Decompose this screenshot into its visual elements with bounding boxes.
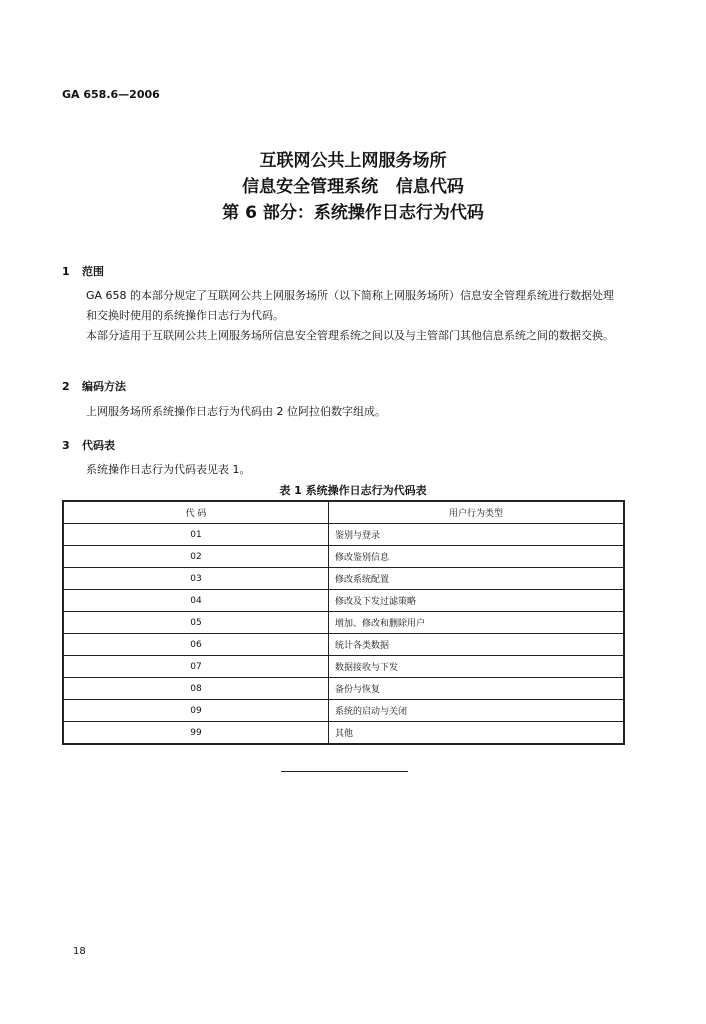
section-number: 1 bbox=[62, 265, 70, 278]
behavior-cell: 修改及下发过滤策略 bbox=[329, 590, 625, 612]
title-line-1: 互联网公共上网服务场所 bbox=[259, 151, 447, 171]
code-cell: 99 bbox=[63, 722, 329, 745]
section-number: 3 bbox=[62, 439, 70, 452]
code-cell: 04 bbox=[63, 590, 329, 612]
section-title: 代码表 bbox=[82, 439, 115, 452]
table-row bbox=[63, 678, 624, 700]
section-1-body bbox=[62, 286, 624, 346]
section-title: 编码方法 bbox=[82, 380, 126, 393]
standard-code: GA 658.6—2006 bbox=[62, 88, 160, 101]
behavior-cell: 数据接收与下发 bbox=[329, 656, 625, 678]
table-caption: 表 1 系统操作日志行为代码表 bbox=[279, 484, 427, 497]
table-row bbox=[63, 524, 624, 546]
table-row bbox=[63, 546, 624, 568]
header-code: 代 码 bbox=[63, 501, 329, 524]
table-row bbox=[63, 590, 624, 612]
section-3-heading bbox=[62, 437, 115, 453]
table-row bbox=[63, 700, 624, 722]
document-title bbox=[0, 148, 706, 226]
behavior-cell: 增加、修改和删除用户 bbox=[329, 612, 625, 634]
behavior-cell: 修改系统配置 bbox=[329, 568, 625, 590]
code-cell: 01 bbox=[63, 524, 329, 546]
title-line-3: 第 6 部分：系统操作日志行为代码 bbox=[222, 203, 484, 223]
code-cell: 05 bbox=[63, 612, 329, 634]
paragraph: 本部分适用于互联网公共上网服务场所信息安全管理系统之间以及与主管部门其他信息系统之间的数据交换。 bbox=[86, 329, 614, 342]
table-row bbox=[63, 722, 624, 745]
table-row bbox=[63, 568, 624, 590]
paragraph: 上网服务场所系统操作日志行为代码由 2 位阿拉伯数字组成。 bbox=[86, 405, 386, 418]
paragraph: GA 658 的本部分规定了互联网公共上网服务场所（以下简称上网服务场所）信息安全管理系统进行数据处理和交换时使用的系统操作日志行为代码。 bbox=[86, 289, 615, 322]
header-behavior-type: 用户行为类型 bbox=[329, 501, 625, 524]
code-cell: 03 bbox=[63, 568, 329, 590]
end-of-document-rule bbox=[281, 771, 408, 772]
behavior-cell: 系统的启动与关闭 bbox=[329, 700, 625, 722]
code-cell: 08 bbox=[63, 678, 329, 700]
table-header-row bbox=[63, 501, 624, 524]
behavior-cell: 备份与恢复 bbox=[329, 678, 625, 700]
section-title: 范围 bbox=[82, 265, 104, 278]
behavior-cell: 鉴别与登录 bbox=[329, 524, 625, 546]
section-number: 2 bbox=[62, 380, 70, 393]
paragraph: 系统操作日志行为代码表见表 1。 bbox=[86, 463, 251, 476]
behavior-cell: 修改鉴别信息 bbox=[329, 546, 625, 568]
section-2-body bbox=[62, 402, 624, 422]
behavior-cell: 统计各类数据 bbox=[329, 634, 625, 656]
code-cell: 06 bbox=[63, 634, 329, 656]
code-cell: 02 bbox=[63, 546, 329, 568]
title-line-2: 信息安全管理系统 信息代码 bbox=[242, 177, 464, 197]
table-row bbox=[63, 634, 624, 656]
page-number: 18 bbox=[73, 946, 86, 957]
table-row bbox=[63, 656, 624, 678]
code-cell: 07 bbox=[63, 656, 329, 678]
table-row bbox=[63, 612, 624, 634]
section-2-heading bbox=[62, 378, 126, 394]
code-table bbox=[62, 500, 625, 745]
section-3-body bbox=[62, 460, 624, 480]
section-1-heading bbox=[62, 263, 104, 279]
code-cell: 09 bbox=[63, 700, 329, 722]
behavior-cell: 其他 bbox=[329, 722, 625, 745]
